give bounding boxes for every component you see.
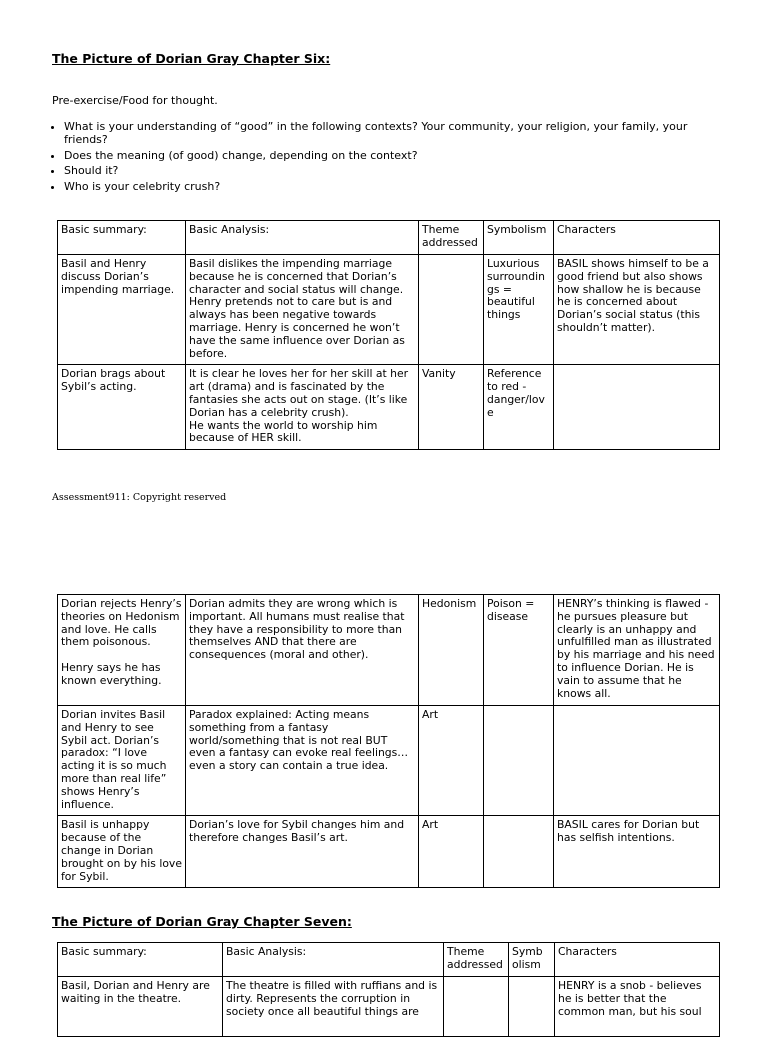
cell-theme: Art — [419, 816, 484, 888]
chapter6-table-2 — [57, 594, 720, 888]
cell-summary: Dorian invites Basil and Henry to see Sybil act. Dorian’s paradox: “I love acting it is so much more than real life” shows Henry’s influence. — [58, 706, 186, 816]
cell-summary: Basil and Henry discuss Dorian’s impending marriage. — [58, 255, 186, 365]
cell-summary — [58, 595, 186, 706]
header-summary: Basic summary: — [58, 221, 186, 255]
cell-analysis: Dorian admits they are wrong which is important. All humans must realise that they have a responsibility to more than themselves AND that there are consequences (moral and other). — [186, 595, 419, 706]
list-item: • Should it? — [64, 164, 714, 177]
table-header-row — [58, 943, 720, 977]
header-theme: Theme addressed — [444, 943, 509, 977]
cell-summary: Dorian brags about Sybil’s acting. — [58, 365, 186, 450]
cell-symbolism: Luxurious surroundin gs = beautiful things — [484, 255, 554, 365]
cell-analysis: Basil dislikes the impending marriage because he is concerned that Dorian’s character and social status will change. Henry pretends not to care but is and always has been negative towards marriage. Henry is concerned he won’t have the same influence over Dorian as before. — [186, 255, 419, 365]
summary-line: Henry says he has known everything. — [61, 660, 162, 687]
summary-line: Dorian rejects Henry’s theories on Hedonism and love. He calls them poisonous. — [61, 597, 182, 649]
header-symbolism: Symb olism — [509, 943, 555, 977]
analysis-line: He wants the world to worship him because of HER skill. — [189, 418, 378, 445]
header-summary: Basic summary: — [58, 943, 223, 977]
pre-exercise-label: Pre-exercise/Food for thought. — [52, 94, 218, 107]
cell-characters — [554, 365, 720, 450]
question-list — [52, 120, 714, 195]
cell-symbolism: Poison = disease — [484, 595, 554, 706]
table-row — [58, 977, 720, 1037]
cell-theme — [419, 255, 484, 365]
table-header-row — [58, 221, 720, 255]
cell-analysis — [186, 365, 419, 450]
cell-characters: HENRY is a snob - believes he is better that the common man, but his soul — [555, 977, 720, 1037]
table-row — [58, 816, 720, 888]
cell-theme: Vanity — [419, 365, 484, 450]
cell-symbolism — [484, 706, 554, 816]
chapter7-title: The Picture of Dorian Gray Chapter Seven: — [52, 914, 352, 929]
header-characters: Characters — [554, 221, 720, 255]
header-characters: Characters — [555, 943, 720, 977]
cell-analysis: Paradox explained: Acting means something from a fantasy world/something that is not real BUT even a fantasy can evoke real feelings… even a story can contain a true idea. — [186, 706, 419, 816]
header-symbolism: Symbolism — [484, 221, 554, 255]
chapter7-table — [57, 942, 720, 1037]
header-analysis: Basic Analysis: — [223, 943, 444, 977]
table-row — [58, 595, 720, 706]
cell-characters: BASIL shows himself to be a good friend but also shows how shallow he is because he is concerned about Dorian’s social status (this shouldn’t matter). — [554, 255, 720, 365]
cell-symbolism: Reference to red - danger/lov e — [484, 365, 554, 450]
cell-characters — [554, 706, 720, 816]
cell-summary: Basil, Dorian and Henry are waiting in the theatre. — [58, 977, 223, 1037]
header-analysis: Basic Analysis: — [186, 221, 419, 255]
table-row — [58, 706, 720, 816]
cell-analysis: The theatre is filled with ruffians and is dirty. Represents the corruption in society once all beautiful things are — [223, 977, 444, 1037]
chapter6-table-1 — [57, 220, 720, 450]
list-item: • Who is your celebrity crush? — [64, 180, 714, 193]
cell-characters: BASIL cares for Dorian but has selfish intentions. — [554, 816, 720, 888]
cell-theme: Art — [419, 706, 484, 816]
cell-theme: Hedonism — [419, 595, 484, 706]
chapter6-title: The Picture of Dorian Gray Chapter Six: — [52, 51, 331, 66]
copyright-footer: Assessment911: Copyright reserved — [52, 492, 227, 503]
cell-summary: Basil is unhappy because of the change in Dorian brought on by his love for Sybil. — [58, 816, 186, 888]
cell-symbolism — [509, 977, 555, 1037]
header-theme: Theme addressed — [419, 221, 484, 255]
cell-symbolism — [484, 816, 554, 888]
cell-characters: HENRY’s thinking is flawed - he pursues pleasure but clearly is an unhappy and unfulfilled man as illustrated by his marriage and his need to influence Dorian. He is vain to assume that he knows all. — [554, 595, 720, 706]
list-item: • Does the meaning (of good) change, depending on the context? — [64, 149, 714, 162]
analysis-line: It is clear he loves her for her skill at her art (drama) and is fascinated by the fantasies she acts out on stage. (It’s like Dorian has a celebrity crush). — [189, 367, 409, 419]
cell-theme — [444, 977, 509, 1037]
cell-analysis: Dorian’s love for Sybil changes him and therefore changes Basil’s art. — [186, 816, 419, 888]
table-row — [58, 255, 720, 365]
table-row — [58, 365, 720, 450]
list-item: • What is your understanding of “good” in the following contexts? Your community, your religion, your family, your friends? — [64, 120, 714, 146]
